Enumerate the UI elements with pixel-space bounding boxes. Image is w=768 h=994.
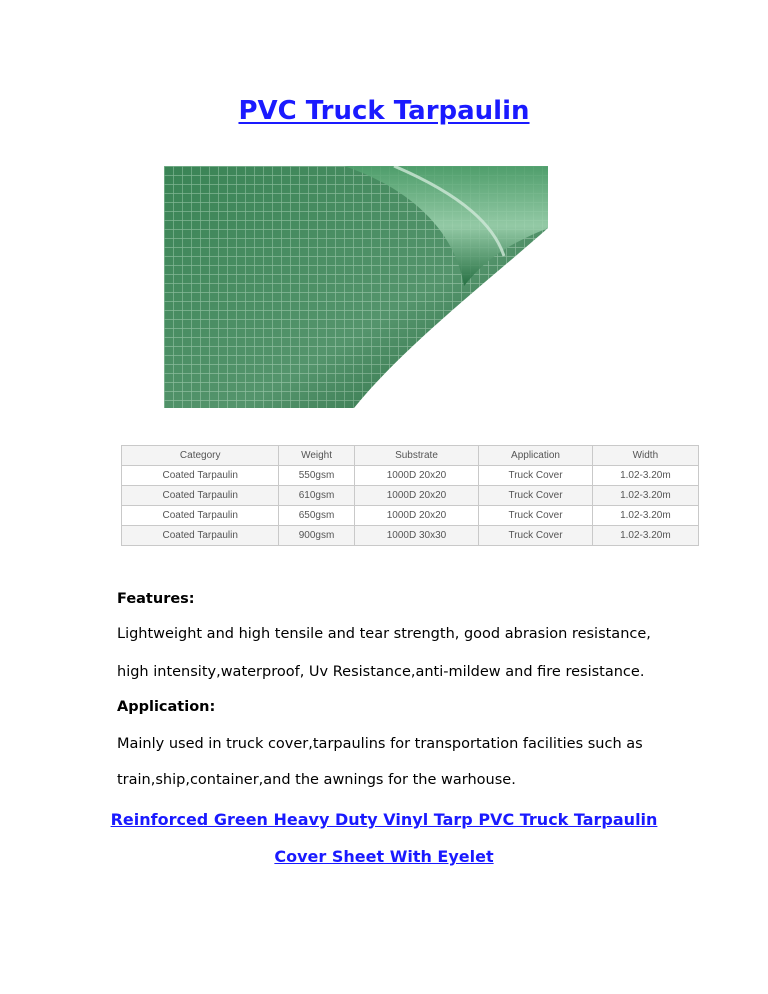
table-cell: Truck Cover: [479, 506, 592, 526]
table-cell: 650gsm: [279, 506, 354, 526]
table-cell: 1.02-3.20m: [592, 486, 698, 506]
table-row: [122, 466, 699, 486]
table-row: [122, 506, 699, 526]
spec-table: [121, 445, 699, 546]
table-cell: 1000D 20x20: [354, 486, 479, 506]
table-header-row: [122, 446, 699, 466]
table-cell: 610gsm: [279, 486, 354, 506]
features-heading: Features:: [117, 591, 195, 607]
table-cell: 1000D 20x20: [354, 466, 479, 486]
features-line: high intensity,waterproof, Uv Resistance,anti-mildew and fire resistance.: [117, 664, 645, 680]
table-cell: Coated Tarpaulin: [122, 506, 279, 526]
table-cell: Coated Tarpaulin: [122, 526, 279, 546]
table-cell: Coated Tarpaulin: [122, 486, 279, 506]
column-header: Substrate: [354, 446, 479, 466]
application-line: Mainly used in truck cover,tarpaulins for transportation facilities such as: [117, 736, 643, 752]
column-header: Weight: [279, 446, 354, 466]
related-product-link[interactable]: Reinforced Green Heavy Duty Vinyl Tarp PVC Truck Tarpaulin: [110, 810, 658, 829]
column-header: Width: [592, 446, 698, 466]
page-title-link[interactable]: PVC Truck Tarpaulin: [238, 96, 530, 126]
table-cell: Truck Cover: [479, 466, 592, 486]
table-cell: 900gsm: [279, 526, 354, 546]
table-cell: Truck Cover: [479, 486, 592, 506]
table-cell: Coated Tarpaulin: [122, 466, 279, 486]
table-cell: 1000D 20x20: [354, 506, 479, 526]
tarpaulin-product-image: [164, 166, 548, 408]
table-row: [122, 526, 699, 546]
table-cell: 1.02-3.20m: [592, 506, 698, 526]
table-cell: 550gsm: [279, 466, 354, 486]
table-cell: 1.02-3.20m: [592, 466, 698, 486]
features-line: Lightweight and high tensile and tear strength, good abrasion resistance,: [117, 626, 651, 642]
table-cell: 1.02-3.20m: [592, 526, 698, 546]
column-header: Application: [479, 446, 592, 466]
table-cell: 1000D 30x30: [354, 526, 479, 546]
related-product-link[interactable]: Cover Sheet With Eyelet: [274, 847, 494, 866]
application-heading: Application:: [117, 699, 216, 715]
application-line: train,ship,container,and the awnings for the warhouse.: [117, 772, 516, 788]
table-cell: Truck Cover: [479, 526, 592, 546]
column-header: Category: [122, 446, 279, 466]
table-row: [122, 486, 699, 506]
